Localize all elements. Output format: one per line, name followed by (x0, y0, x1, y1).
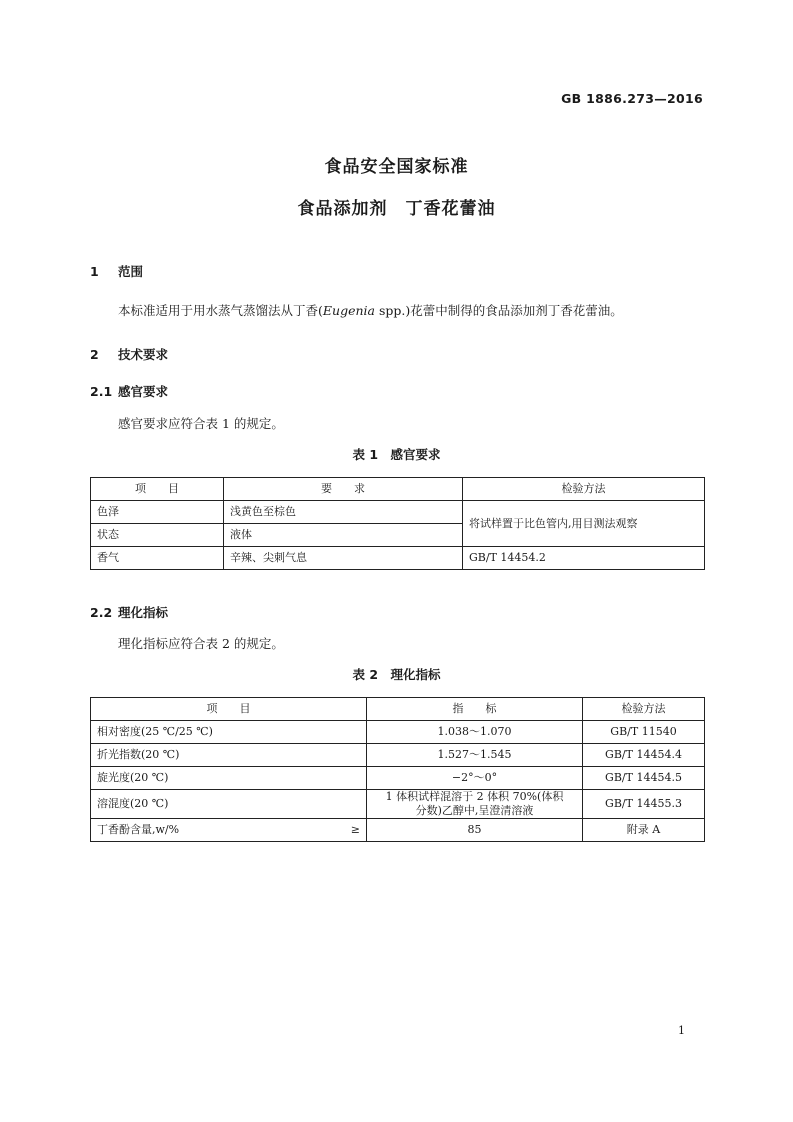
method-cell: GB/T 11540 (583, 721, 705, 744)
method-cell: GB/T 14455.3 (583, 790, 705, 819)
table-row (91, 744, 705, 767)
item-cell: 香气 (91, 547, 224, 570)
item-label: 丁香酚含量,w/% (97, 823, 180, 836)
table-row (91, 790, 705, 819)
header-cell: 项 目 (91, 478, 224, 501)
header-cell: 要 求 (224, 478, 463, 501)
value-line: 1 体积试样混溶于 2 体积 70%(体积 (385, 790, 564, 803)
document-title: 食品安全国家标准 (324, 157, 469, 177)
standard-code: GB 1886.273—2016 (561, 91, 703, 106)
section-2-2-text: 理化指标应符合表 2 的规定。 (118, 636, 284, 651)
method-cell: 附录 A (583, 819, 705, 842)
table-2-caption: 表 2 理化指标 (352, 667, 441, 682)
table-row (91, 721, 705, 744)
method-cell: GB/T 14454.5 (583, 767, 705, 790)
value-cell: 1.038～1.070 (367, 721, 583, 744)
requirement-cell: 浅黄色至棕色 (224, 501, 463, 524)
requirement-cell: 辛辣、尖刺气息 (224, 547, 463, 570)
item-cell: 溶混度(20 ℃) (91, 790, 367, 819)
section-2-2-heading (90, 603, 168, 621)
table-row (91, 767, 705, 790)
section-2-1-text: 感官要求应符合表 1 的规定。 (118, 416, 284, 431)
header-cell: 指 标 (367, 698, 583, 721)
section-1-text (118, 301, 623, 319)
value-cell (367, 790, 583, 819)
value-cell: 85 (367, 819, 583, 842)
text-segment: 本标准适用于用水蒸气蒸馏法从丁香( (118, 303, 323, 318)
section-number: 1 (90, 264, 99, 279)
value-cell: 1.527～1.545 (367, 744, 583, 767)
header-cell: 项 目 (91, 698, 367, 721)
section-2-heading (90, 345, 168, 363)
page-number: 1 (678, 1024, 685, 1037)
section-title: 技术要求 (118, 347, 169, 362)
method-cell: GB/T 14454.2 (463, 547, 705, 570)
table-1 (90, 477, 705, 570)
item-cell: 相对密度(25 ℃/25 ℃) (91, 721, 367, 744)
header-cell: 检验方法 (583, 698, 705, 721)
value-line: 分数)乙醇中,呈澄清溶液 (415, 804, 534, 817)
table-header-row (91, 478, 705, 501)
item-cell: 折光指数(20 ℃) (91, 744, 367, 767)
table-row (91, 819, 705, 842)
table-row (91, 501, 705, 524)
italic-genus: Eugenia (322, 303, 375, 318)
item-cell: 状态 (91, 524, 224, 547)
item-cell: 旋光度(20 ℃) (91, 767, 367, 790)
section-number: 2.1 (90, 384, 113, 399)
section-title: 理化指标 (118, 605, 169, 620)
table-row (91, 547, 705, 570)
section-2-1-heading (90, 382, 168, 400)
document-subtitle: 食品添加剂 丁香花蕾油 (297, 199, 496, 219)
value-cell: −2°～0° (367, 767, 583, 790)
requirement-cell: 液体 (224, 524, 463, 547)
item-cell: 色泽 (91, 501, 224, 524)
method-cell: GB/T 14454.4 (583, 744, 705, 767)
method-cell-merged: 将试样置于比色管内,用目测法观察 (463, 501, 705, 547)
section-number: 2.2 (90, 605, 113, 620)
header-cell: 检验方法 (463, 478, 705, 501)
section-1-heading (90, 262, 143, 280)
section-title: 范围 (118, 264, 144, 279)
section-number: 2 (90, 347, 99, 362)
table-2 (90, 697, 705, 842)
text-segment: spp.)花蕾中制得的食品添加剂丁香花蕾油。 (374, 303, 623, 318)
section-title: 感官要求 (118, 384, 169, 399)
item-cell (91, 819, 367, 842)
table-header-row (91, 698, 705, 721)
greater-equal-symbol: ≥ (350, 823, 360, 836)
table-1-caption: 表 1 感官要求 (352, 447, 441, 462)
